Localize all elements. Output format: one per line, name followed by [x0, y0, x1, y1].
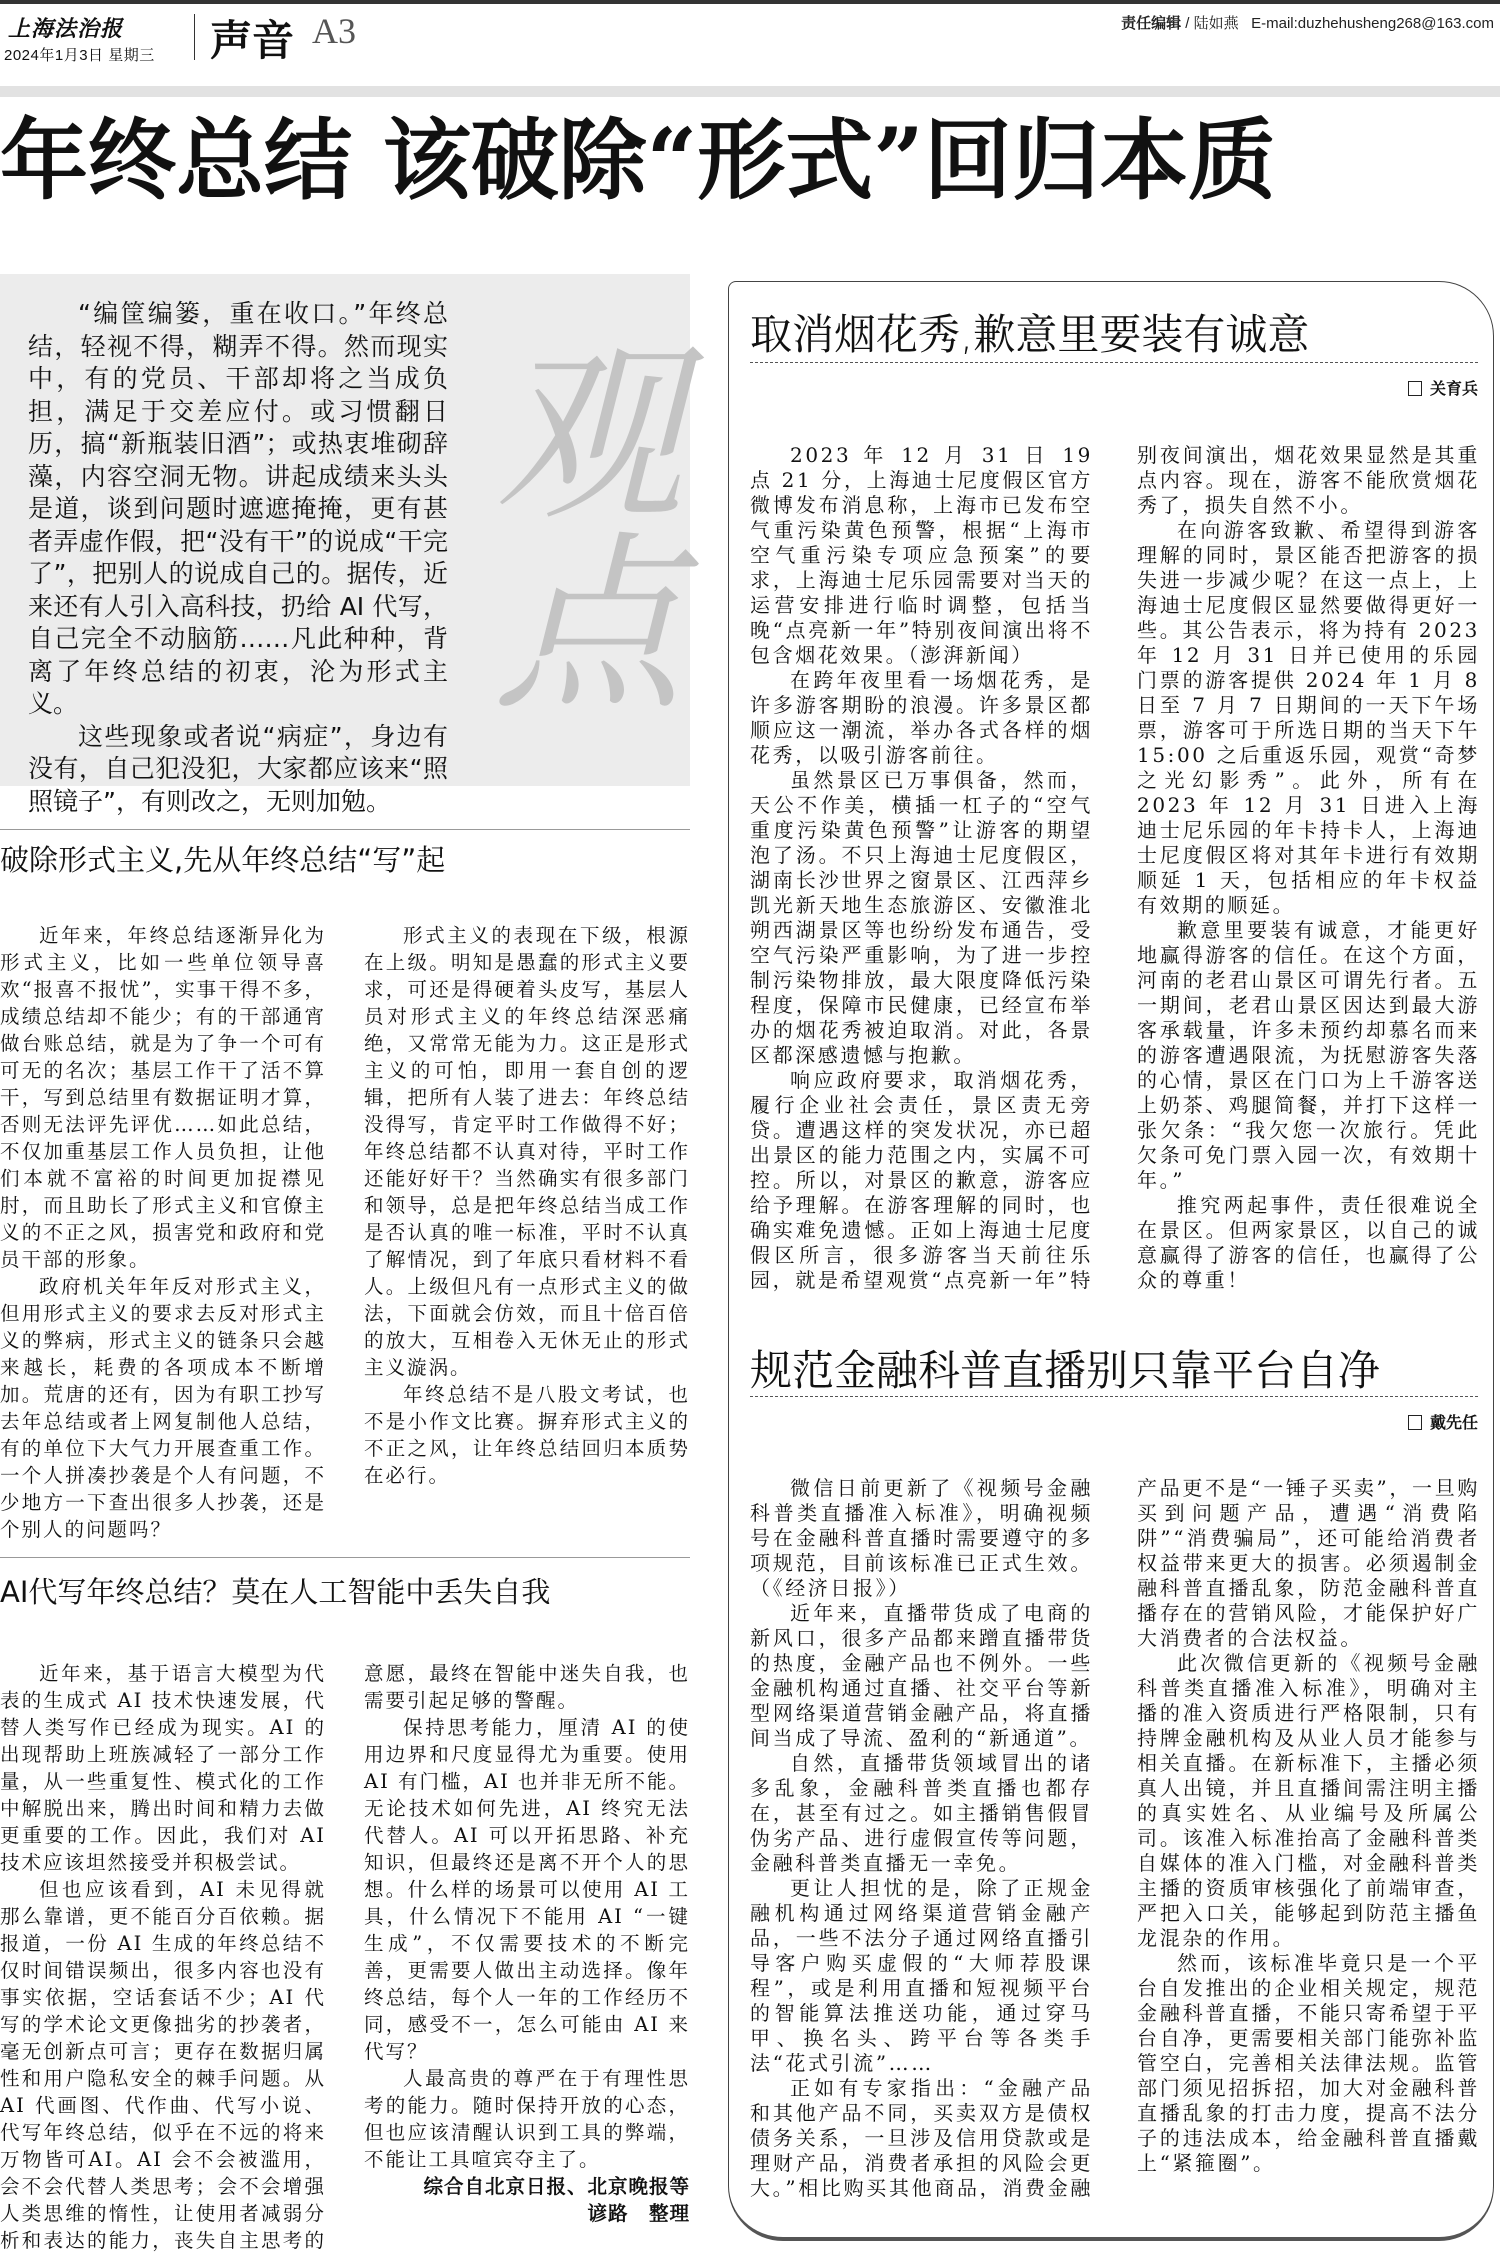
paragraph: 响应政府要求，取消烟花秀，履行企业社会责任，景区责无旁贷。遭遇这样的突发状况，亦已超出景区的能力范围之内，实属不可控。所以，对景区的歉意，游客应给予理解。在游客理解的同时，也确实难免遗憾。正如上海迪士尼度假区所言，很多游客当天前往乐园，就是希望观赏“点亮新一年”特别夜间演出，烟花效果显然是其重点内容。现在，游客不能欣赏烟花秀了，损失自然不小。: [750, 443, 1480, 1292]
watermark-calligraphy: 观点: [462, 334, 683, 714]
article-title: 取消烟花秀,歉意里要装有诚意: [750, 310, 1310, 359]
intro-box: [0, 274, 690, 816]
dashed-divider: [750, 1396, 1478, 1397]
masthead-divider: [194, 14, 195, 60]
paragraph: 在跨年夜里看一场烟花秀，是许多游客期盼的浪漫。许多景区都顺应这一潮流，举办各式各样的烟花秀，以吸引游客前往。: [750, 668, 1093, 767]
article-title: 破除形式主义,先从年终总结“写”起: [0, 843, 446, 877]
page-headline: 年终总结 该破除“形式”回归本质: [0, 108, 1276, 212]
article-body: [0, 1660, 690, 2254]
dashed-divider: [750, 362, 1478, 363]
issue-date: 2024年1月3日 星期三: [4, 47, 155, 64]
newspaper-logo: 上海法治报: [8, 16, 124, 42]
paragraph: 年终总结不是八股文考试，也不是小作文比赛。摒弃形式主义的不正之风，让年终总结回归本质势在必行。: [364, 1383, 690, 1487]
paragraph: 歉意里要装有诚意，才能更好地赢得游客的信任。在这个方面，河南的老君山景区可谓先行者。五一期间，老君山景区因达到最大游客承载量，许多未预约却慕名而来的游客遭遇限流，为抚慰游客失落的心情，景区在门口为上千游客送上奶茶、鸡腿简餐，并打下这样一张欠条：“我欠您一次旅行。凭此欠条可免门票入园一次，有效期十年。”: [1137, 918, 1480, 1192]
section-divider: [0, 829, 690, 830]
article-title: AI代写年终总结？莫在人工智能中丢失自我: [0, 1575, 551, 1609]
editor-email: E-mail:duzhehusheng268@163.com: [1251, 15, 1494, 32]
section-divider: [0, 1557, 690, 1558]
compiler-credit: 谚路 整理: [587, 2202, 690, 2225]
author-name: 戴先任: [1429, 1413, 1478, 1432]
editor-name: / 陆如燕: [1185, 15, 1239, 32]
paragraph: 自然，直播带货领域冒出的诸多乱象，金融科普类直播也都存在，甚至有过之。如主播销售假冒伪劣产品、进行虚假宣传等问题，金融科普类直播无一幸免。: [750, 1751, 1093, 1875]
author-name: 关育兵: [1429, 379, 1478, 398]
header-strip: [0, 86, 1500, 97]
section-name: 声音: [210, 16, 295, 65]
paragraph: 但也应该看到，AI 未见得就那么靠谱，更不能百分百依赖。据报道，一份 AI 生成的年终总结不仅时间错误频出，很多内容也没有事实依据，空话套话不少；AI 代写的学术论文更像拙劣的抄袭者，毫无创新点可言；更存在数据归属性和用户隐私安全的棘手问题。从 AI 代画图、代作曲、代写小说、代写年终总结，似乎在不远的将来万物皆可AI。AI 会不会被滥用，会不会代替人类思考；会不会增强人类思维的惰性，让使用者减弱分析和表达的能力，丧失自主思考的意愿，最终在智能中迷失自我，也需要引起足够的警醒。: [0, 1662, 690, 2252]
article-body: [750, 443, 1480, 1293]
paragraph: 正如有专家指出：“金融产品和其他产品不同，买卖双方是债权债务关系，一旦涉及信用贷款或是理财产品，消费者承担的风险会更大。”相比购买其他商品，消费金融产品更不是“一锤子买卖”，一旦购买到问题产品，遭遇“消费陷阱”“消费骗局”，还可能给消费者权益带来更大的损害。必须遏制金融科普直播乱象，防范金融科普直播存在的营销风险，才能保护好广大消费者的合法权益。: [750, 1476, 1480, 2200]
paragraph: 虽然景区已万事俱备，然而，天公不作美，横插一杠子的“空气重度污染黄色预警”让游客的期望泡了汤。不只上海迪士尼度假区，湖南长沙世界之窗景区、江西萍乡凯光新天地生态旅游区、安徽淮北朔西湖景区等也纷纷发布通告，受空气污染严重影响，为了进一步控制污染物排放，最大限度降低污染程度，保障市民健康，已经宣布举办的烟花秀被迫取消。对此，各景区都深感遗憾与抱歉。: [750, 768, 1093, 1067]
editor-label: 责任编辑: [1121, 15, 1182, 32]
paragraph: 近年来，基于语言大模型为代表的生成式 AI 技术快速发展，代替人类写作已经成为现实。AI 的出现帮助上班族减轻了一部分工作量，从一些重复性、模式化的工作中解脱出来，腾出时间和精力去做更重要的工作。因此，我们对 AI 技术应该坦然接受并积极尝试。: [0, 1662, 326, 1874]
paragraph: 近年来，直播带货成了电商的新风口，很多产品都来蹭直播带货的热度，金融产品也不例外。一些金融机构通过直播、社交平台等新型网络渠道营销金融产品，将直播间当成了导流、盈利的“新通道”。: [750, 1601, 1093, 1750]
editor-info: [1121, 12, 1494, 33]
paragraph: 人最高贵的尊严在于有理性思考的能力。随时保持开放的心态，但也应该清醒认识到工具的弊端，不能让工具喧宾夺主了。: [364, 2067, 690, 2171]
article-body: [750, 1476, 1480, 2201]
article-title: 规范金融科普直播别只靠平台自净: [750, 1346, 1381, 1395]
top-rule: [0, 0, 1500, 4]
source-credit: 综合自北京日报、北京晚报等: [423, 2175, 690, 2198]
paragraph: 此次微信更新的《视频号金融科普类直播准入标准》，明确对主播的准入资质进行严格限制，只有持牌金融机构及从业人员才能参与相关直播。在新标准下，主播必须真人出镜，并且直播间需注明主播的真实姓名、从业编号及所属公司。该准入标准抬高了金融科普类自媒体的准入门槛，对金融科普类主播的资质审核强化了前端审查，严把入口关，能够起到防范主播鱼龙混杂的作用。: [1137, 1651, 1480, 1950]
paragraph: 更让人担忧的是，除了正规金融机构通过网络渠道营销金融产品，一些不法分子通过网络直播引导客户购买虚假的“大师荐股课程”，或是利用直播和短视频平台的智能算法推送功能，通过穿马甲、换名头、跨平台等各类手法“花式引流”……: [750, 1876, 1093, 2075]
paragraph: 2023 年 12 月 31 日 19 点 21 分，上海迪士尼度假区官方微博发布消息称，上海市已发布空气重污染黄色预警，根据“上海市空气重污染专项应急预案”的要求，上海迪士尼乐园需要对当天的运营安排进行临时调整，包括当晚“点亮新一年”特别夜间演出将不包含烟花效果。（澎湃新闻）: [750, 443, 1093, 667]
paragraph: 形式主义的表现在下级，根源在上级。明知是愚蠢的形式主义要求，可还是得硬着头皮写，基层人员对形式主义的年终总结深恶痛绝，又常常无能为力。这正是形式主义的可怕，即用一套自创的逻辑，把所有人装了进去：年终总结没得写，肯定平时工作做得不好；年终总结都不认真对待，平时工作还能好好干？当然确实有很多部门和领导，总是把年终总结当成工作是否认真的唯一标准，平时不认真了解情况，到了年底只看材料不看人。上级但凡有一点形式主义的做法，下面就会仿效，而且十倍百倍的放大，互相卷入无休无止的形式主义漩涡。: [364, 924, 690, 1379]
square-icon: [1408, 381, 1422, 396]
page-number: A3: [312, 11, 356, 51]
byline: [1408, 376, 1478, 399]
byline: [1408, 1410, 1478, 1433]
paragraph: 近年来，年终总结逐渐异化为形式主义，比如一些单位领导喜欢“报喜不报忧”，实事干得不多，成绩总结却不能少；有的干部通宵做台账总结，就是为了争一个可有可无的名次；基层工作干了活不算干，写到总结里有数据证明才算，否则无法评先评优……如此总结，不仅加重基层工作人员负担，让他们本就不富裕的时间更加捉襟见肘，而且助长了形式主义和官僚主义的不正之风，损害党和政府和党员干部的形象。: [0, 924, 326, 1271]
paragraph: 在向游客致歉、希望得到游客理解的同时，景区能否把游客的损失进一步减少呢？在这一点上，上海迪士尼度假区显然要做得更好一些。其公告表示，将为持有 2023 年 12 月 31 日并已使用的乐园门票的游客提供 2024 年 1 月 8 日至 7 月 7 日期间的一天下午场票，游客可于所选日期的当天下午 15:00 之后重返乐园，观赏“奇梦之光幻影秀”。此外，所有在 2023 年 12 月 31 日进入上海迪士尼乐园的年卡持卡人，上海迪士尼度假区将对其年卡进行有效期顺延 1 天，包括相应的年卡权益有效期的顺延。: [1137, 518, 1480, 917]
paragraph: 政府机关年年反对形式主义，但用形式主义的要求去反对形式主义的弊病，形式主义的链条只会越来越长，耗费的各项成本不断增加。荒唐的还有，因为有职工抄写去年总结或者上网复制他人总结，有的单位下大气力开展查重工作。一个人拼凑抄袭是个人有问题，不少地方一下查出很多人抄袭，还是个别人的问题吗？: [0, 1275, 326, 1541]
intro-paragraph: 这些现象或者说“病症”，身边有没有，自己犯没犯，大家都应该来“照照镜子”，有则改之，无则加勉。: [28, 721, 448, 816]
paragraph: 保持思考能力，厘清 AI 的使用边界和尺度显得尤为重要。使用 AI 有门槛，AI 也并非无所不能。无论技术如何先进，AI 终究无法代替人。AI 可以开拓思路、补充知识，但最终还是离不开个人的思想。什么样的场景可以使用 AI 工具，什么情况下不能用 AI “一键生成”，不仅需要技术的不断完善，更需要人做出主动选择。像年终总结，每个人一年的工作经历不同，感受不一，怎么可能由 AI 来代写？: [364, 1716, 690, 2063]
paragraph: 然而，该标准毕竟只是一个平台自发推出的企业相关规定，规范金融科普直播，不能只寄希望于平台自净，更需要相关部门能弥补监管空白，完善相关法律法规。监管部门须见招拆招，加大对金融科普直播乱象的打击力度，提高不法分子的违法成本，给金融科普直播戴上“紧箍圈”。: [1137, 1951, 1480, 2175]
paragraph: 微信日前更新了《视频号金融科普类直播准入标准》，明确视频号在金融科普直播时需要遵守的多项规范，目前该标准已正式生效。（《经济日报》）: [750, 1476, 1093, 1600]
intro-paragraph: “编筐编篓，重在收口。”年终总结，轻视不得，糊弄不得。然而现实中，有的党员、干部却将之当成负担，满足于交差应付。或习惯翻日历，搞“新瓶装旧酒”；或热衷堆砌辞藻，内容空洞无物。讲起成绩来头头是道，谈到问题时遮遮掩掩，更有甚者弄虚作假，把“没有干”的说成“干完了”，把别人的说成自己的。据传，近来还有人引入高科技，扔给 AI 代写，自己完全不动脑筋……凡此种种，背离了年终总结的初衷，沦为形式主义。: [28, 299, 448, 718]
paragraph: 推究两起事件，责任很难说全在景区。但两家景区，以自己的诚意赢得了游客的信任，也赢得了公众的尊重！: [1137, 1193, 1480, 1292]
square-icon: [1408, 1415, 1422, 1430]
article-body: [0, 922, 690, 1543]
